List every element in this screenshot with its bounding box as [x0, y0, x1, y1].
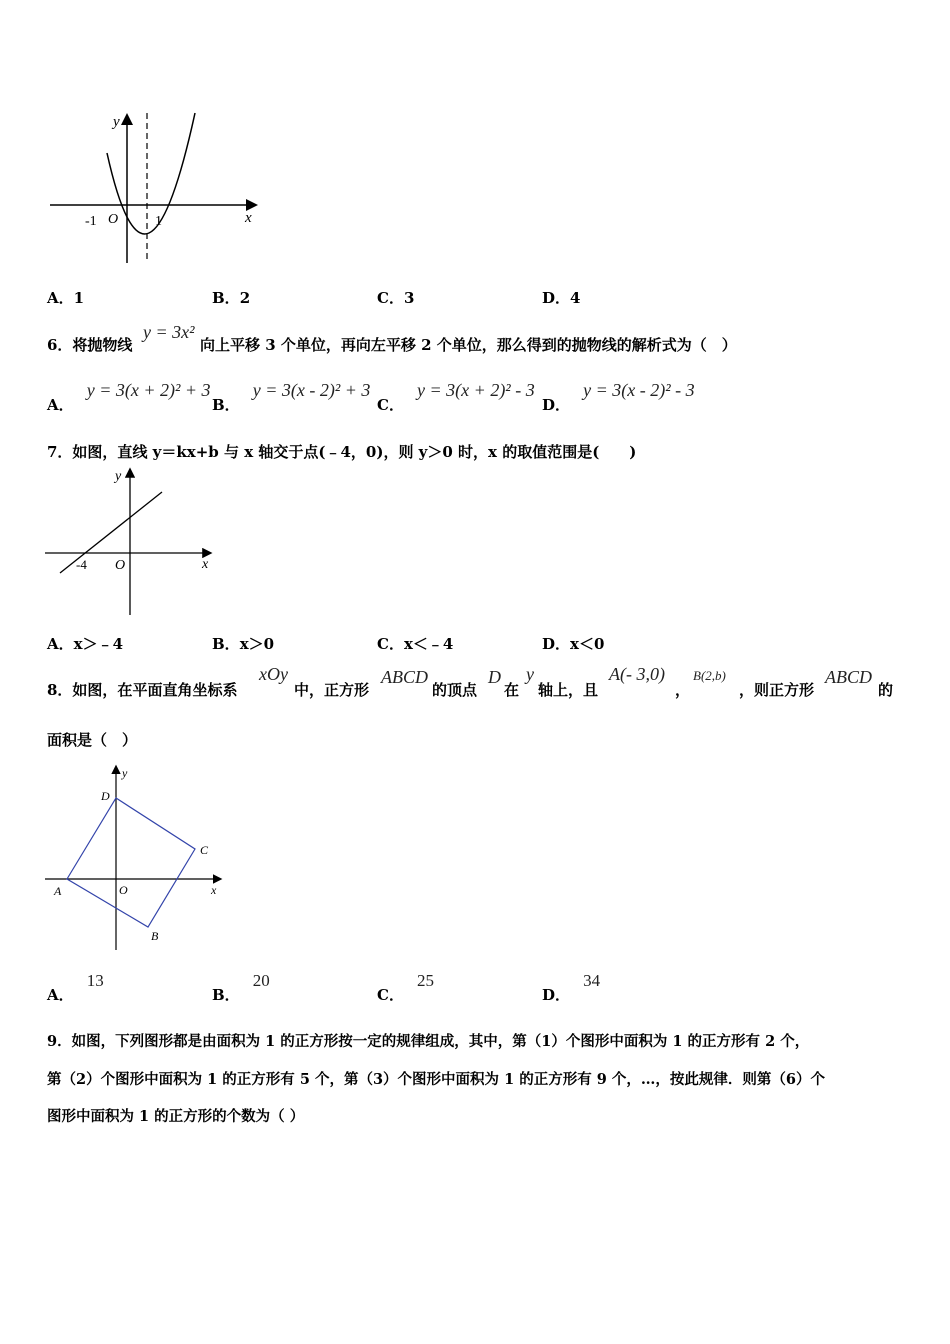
q8-text-1: 8．如图，在平面直角坐标系: [47, 681, 238, 699]
q8-label-d: D: [101, 789, 110, 803]
q9-line-2: 第（2）个图形中面积为 1 的正方形有 5 个，第（3）个图形中面积为 1 的正方形有 9 个，…，按此规律．则第（6）个: [47, 1071, 826, 1088]
q7-y-label: y: [115, 469, 122, 484]
q5-origin: O: [108, 212, 119, 227]
q7-option-a[interactable]: A．x＞﹣4: [47, 635, 124, 653]
q8-formula-d: D: [488, 667, 501, 687]
q6-option-a[interactable]: A． y = 3(x + 2)² + 3: [47, 380, 211, 414]
q9-line-3: 图形中面积为 1 的正方形的个数为（ ）: [47, 1108, 305, 1125]
q7-option-d[interactable]: D．x＜0: [542, 635, 605, 653]
q6-formula: y = 3x²: [143, 322, 195, 342]
q7-x-label: x: [202, 557, 209, 572]
q5-option-c[interactable]: C．3: [377, 289, 415, 307]
q6-text-before: 6．将抛物线: [47, 336, 133, 354]
q5-option-b[interactable]: B．2: [212, 289, 251, 307]
q6-text-after: 向上平移 3 个单位，再向左平移 2 个单位，那么得到的抛物线的解析式为（ ）: [200, 336, 737, 354]
q5-parabola-curve: [107, 113, 195, 234]
q8-formula-b: B(2,b): [693, 668, 726, 683]
q8-square: [67, 798, 195, 927]
q5-x-label: x: [245, 210, 252, 226]
q8-option-a[interactable]: A． 13: [47, 971, 104, 1004]
q8-text-3: 的顶点: [432, 681, 478, 699]
q8-option-d[interactable]: D． 34: [542, 971, 601, 1004]
q8-option-b[interactable]: B． 20: [212, 971, 270, 1004]
q5-option-d[interactable]: D．4: [542, 289, 581, 307]
q8-text-line2: 面积是（ ）: [47, 731, 138, 749]
q8-x-label: x: [211, 883, 217, 897]
q8-formula-y: y: [526, 664, 534, 684]
q5-tick-neg1: -1: [85, 214, 97, 229]
q5-y-label: y: [113, 114, 120, 130]
q8-option-c[interactable]: C． 25: [377, 971, 435, 1004]
q8-label-b: B: [151, 929, 159, 943]
q8-square-graph: [42, 762, 227, 954]
q8-label-c: C: [200, 843, 209, 857]
q7-line-graph: [42, 465, 217, 620]
q6-option-d[interactable]: D． y = 3(x - 2)² - 3: [542, 380, 695, 414]
q7-tick-neg4: -4: [76, 557, 87, 572]
q5-option-a[interactable]: A．1: [47, 289, 85, 307]
q7-option-b[interactable]: B．x＞0: [212, 635, 275, 653]
q9-line-1: 9．如图，下列图形都是由面积为 1 的正方形按一定的规律组成，其中，第（1）个图形中面积为 1 的正方形有 2 个，: [47, 1033, 810, 1050]
q8-label-a: A: [54, 884, 62, 898]
q8-text-5: 轴上，且: [538, 681, 599, 699]
q7-option-c[interactable]: C．x＜﹣4: [377, 635, 454, 653]
q8-text-6: ，: [675, 681, 691, 699]
q8-text-7: ，则正方形: [739, 681, 815, 699]
q6-option-c[interactable]: C． y = 3(x + 2)² - 3: [377, 380, 535, 414]
q8-text-4: 在: [504, 681, 520, 699]
q7-origin: O: [115, 558, 126, 573]
q8-formula-abcd-1: ABCD: [381, 667, 428, 687]
q6-option-b[interactable]: B． y = 3(x - 2)² + 3: [212, 380, 371, 414]
q8-formula-a: A(- 3,0): [609, 664, 665, 684]
q5-parabola-graph: [45, 108, 265, 268]
q5-tick-1: 1: [155, 214, 162, 229]
q8-text-2: 中，正方形: [294, 681, 370, 699]
q8-formula-xoy: xOy: [259, 664, 288, 684]
q7-text: 7．如图，直线 y＝kx+b 与 x 轴交于点(﹣4，0)，则 y＞0 时，x 的取值范围是( ): [47, 443, 637, 461]
q8-label-o: O: [119, 883, 128, 897]
q8-text-8: 的: [878, 681, 894, 699]
q8-y-label: y: [122, 766, 128, 780]
q8-formula-abcd-2: ABCD: [825, 667, 872, 687]
